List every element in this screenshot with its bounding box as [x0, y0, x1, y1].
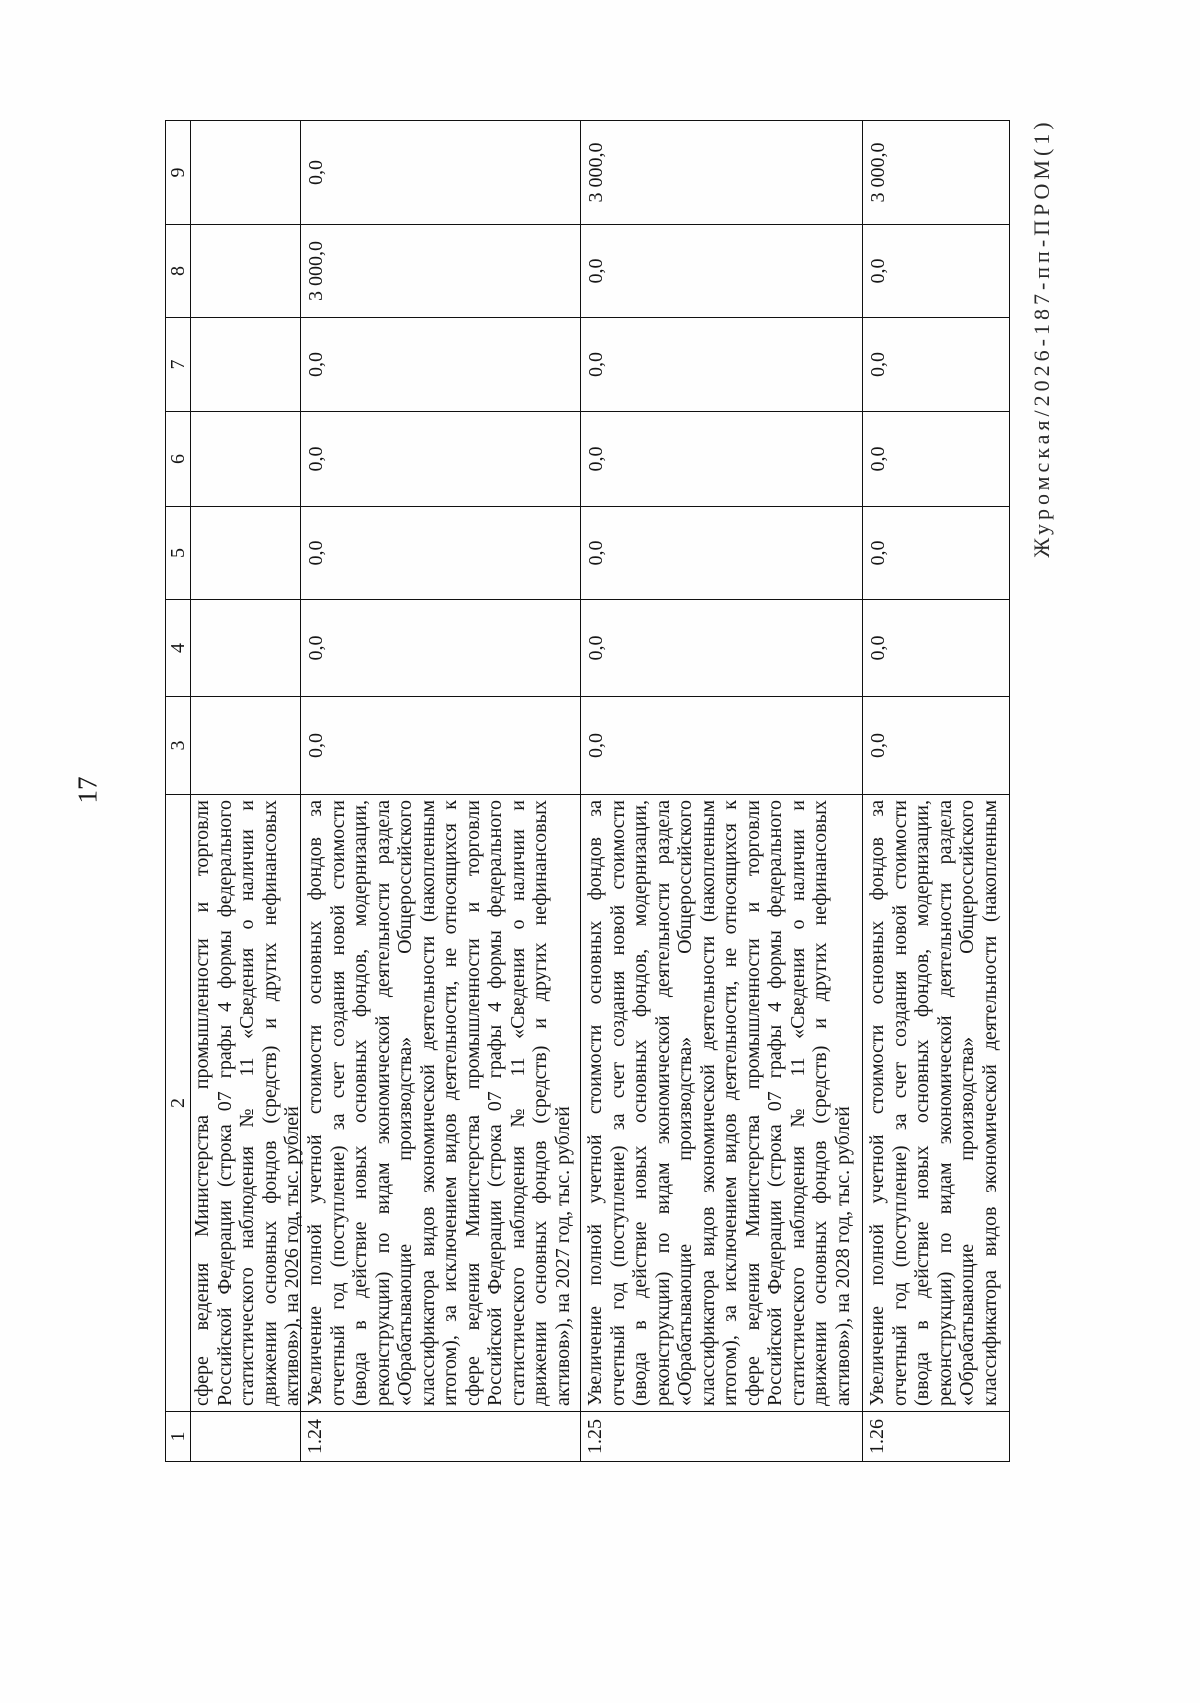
value-cell-col-3: 0,0 [301, 696, 580, 794]
value-cell-col-9: 3 000,0 [585, 142, 607, 203]
description-line: итогом), за исключением видов деятельности, не относящихся к [719, 800, 741, 1406]
table-row-continued [191, 121, 301, 1461]
value-cell-col-7 [191, 317, 300, 411]
value-cell-col-8: 0,0 [581, 224, 862, 317]
description-line: «Обрабатывающие производства» Общероссийского [394, 800, 416, 1406]
description-line: «Обрабатывающие производства» Общероссийского [956, 800, 978, 1406]
description-line: Увеличение полной учетной стоимости основных фондов за [584, 800, 606, 1406]
description-line: сфере ведения Министерства промышленности и торговли [191, 800, 213, 1406]
value-cell-col-8 [191, 224, 300, 317]
row-number-cell: 1.24 [301, 1411, 580, 1461]
value-cell-col-6: 0,0 [863, 411, 1009, 506]
description-line: сфере ведения Министерства промышленности и торговли [461, 800, 484, 1406]
document-code-footer: Журомская/2026-187-пп-ПРОМ(1) [1029, 118, 1054, 558]
description-line: Российской Федерации (строка 07 графы 4 формы федерального [484, 800, 506, 1406]
description-line: Российской Федерации (строка 07 графы 4 формы федерального [764, 800, 786, 1406]
description-line: реконструкции) по видам экономической деятельности раздела [933, 800, 956, 1406]
indicator-description-cell [191, 794, 303, 1411]
description-line: Увеличение полной учетной стоимости основных фондов за [304, 800, 326, 1406]
value-cell-col-5: 0,0 [581, 506, 862, 599]
description-line: статистического наблюдения № 11 «Сведения о наличии и [506, 800, 529, 1406]
value-cell-col-6 [191, 411, 300, 506]
value-cell-col-4: 0,0 [581, 599, 862, 696]
description-line: активов»), на 2027 год, тыс. рублей [551, 1106, 574, 1406]
description-line: (ввода в действие новых основных фондов, модернизации, [349, 800, 371, 1406]
description-line: «Обрабатывающие производства» Общероссийского [674, 800, 696, 1406]
description-line: Увеличение полной учетной стоимости основных фондов за [866, 800, 888, 1406]
description-line: (ввода в действие новых основных фондов, модернизации, [911, 800, 933, 1406]
header-cell-col-9: 9 [167, 167, 189, 178]
row-number-cell: 1.26 [863, 1411, 1009, 1461]
description-line: реконструкции) по видам экономической деятельности раздела [651, 800, 674, 1406]
row-number-cell: 1.25 [581, 1411, 862, 1461]
description-line: Российской Федерации (строка 07 графы 4 формы федерального [213, 800, 236, 1406]
header-cell-col-7: 7 [166, 317, 190, 411]
value-cell-col-6: 0,0 [301, 411, 580, 506]
description-line: отчетный год (поступление) за счет создания новой стоимости [606, 800, 629, 1406]
description-line: движении основных фондов (средств) и других нефинансовых [258, 800, 281, 1406]
header-cell-col-2: 2 [166, 794, 190, 1411]
value-cell-col-9 [191, 121, 300, 224]
indicator-description-cell [301, 794, 580, 1411]
description-line: реконструкции) по видам экономической деятельности раздела [371, 800, 394, 1406]
value-cell-col-4 [191, 599, 300, 696]
description-line: активов»), на 2026 год, тыс. рублей [281, 1106, 303, 1406]
indicator-description-cell [863, 794, 1009, 1411]
header-cell-col-5: 5 [166, 506, 190, 599]
value-cell-col-9: 0,0 [305, 160, 327, 185]
description-line: отчетный год (поступление) за счет создания новой стоимости [326, 800, 349, 1406]
value-cell-col-7: 0,0 [301, 317, 580, 411]
value-cell-col-8: 0,0 [863, 224, 1009, 317]
description-line: движении основных фондов (средств) и других нефинансовых [529, 800, 551, 1406]
value-cell-col-7: 0,0 [863, 317, 1009, 411]
value-cell-col-8: 3 000,0 [301, 224, 580, 317]
description-line: отчетный год (поступление) за счет создания новой стоимости [888, 800, 911, 1406]
value-cell-col-3: 0,0 [581, 696, 862, 794]
row-number-cell [191, 1411, 300, 1461]
header-cell-col-8: 8 [166, 224, 190, 317]
value-cell-col-3 [191, 696, 300, 794]
table-row-1-25 [581, 121, 863, 1461]
indicator-description-cell [581, 794, 862, 1411]
description-line: активов»), на 2028 год, тыс. рублей [831, 1106, 854, 1406]
header-cell-col-3: 3 [166, 696, 190, 794]
value-cell-col-4: 0,0 [301, 599, 580, 696]
description-line: классификатора видов экономической деятельности (накопленным [696, 800, 719, 1406]
description-line: статистического наблюдения № 11 «Сведения о наличии и [786, 800, 809, 1406]
value-cell-col-5 [191, 506, 300, 599]
header-cell-col-1: 1 [166, 1411, 190, 1461]
value-cell-col-7: 0,0 [581, 317, 862, 411]
description-line: классификатора видов экономической деятельности (накопленным [416, 800, 439, 1406]
value-cell-col-6: 0,0 [581, 411, 862, 506]
description-line: (ввода в действие новых основных фондов, модернизации, [629, 800, 651, 1406]
page-number: 17 [72, 776, 103, 804]
description-line: статистического наблюдения № 11 «Сведения о наличии и [236, 800, 258, 1406]
table-header-row [166, 121, 191, 1461]
table-row-1-24 [301, 121, 581, 1461]
description-line: итогом), за исключением видов деятельности, не относящихся к [439, 800, 461, 1406]
description-line: классификатора видов экономической деятельности (накопленным [978, 800, 1001, 1406]
value-cell-col-4: 0,0 [863, 599, 1009, 696]
indicators-table [165, 120, 1010, 1462]
description-line: сфере ведения Министерства промышленности и торговли [741, 800, 764, 1406]
table-row-1-26 [863, 121, 1009, 1461]
description-line: движении основных фондов (средств) и других нефинансовых [809, 800, 831, 1406]
value-cell-col-5: 0,0 [863, 506, 1009, 599]
header-cell-col-4: 4 [166, 599, 190, 696]
value-cell-col-5: 0,0 [301, 506, 580, 599]
value-cell-col-9: 3 000,0 [867, 142, 889, 203]
header-cell-col-6: 6 [166, 411, 190, 506]
value-cell-col-3: 0,0 [863, 696, 1009, 794]
